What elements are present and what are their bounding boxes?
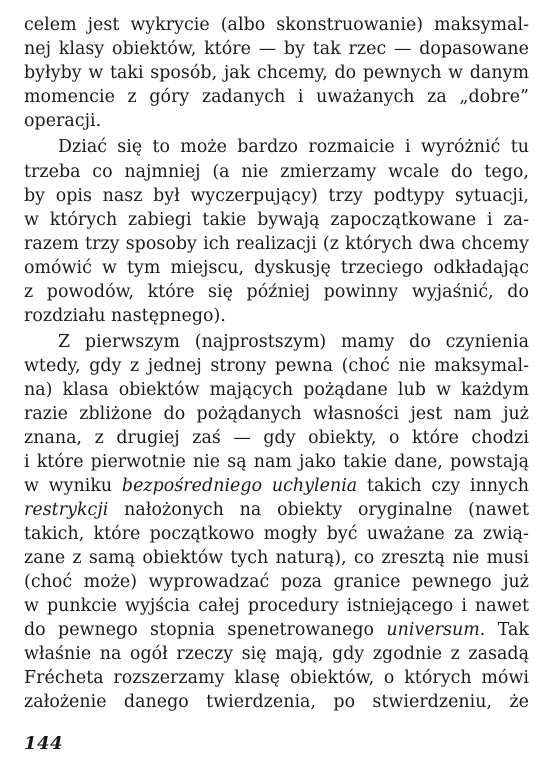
text-line: właśnie na ogół rzeczy się mają, gdy zgodnie z zasadą [24,644,529,664]
text-segment: w wyniku [24,476,122,496]
page-number: 144 [24,733,64,754]
italic-phrase: bezpośredniego uchylenia [121,476,358,496]
italic-phrase: universum [386,620,480,640]
text-line: zane z samą obiektów tych naturą), co zresztą nie musi [24,548,529,568]
text-line: w których zabiegi takie bywają zapoczątkowane i za- [24,210,529,230]
text-line: rozdziału następnego). [24,306,226,326]
text-line: omówić w tym miejscu, dyskusję trzeciego odkładając [24,258,529,278]
text-segment: nałożonych na obiekty oryginalne (nawet [108,500,529,520]
text-line: z powodów, które się później powinny wyjaśnić, do [24,282,529,302]
text-line: znana, z drugiej zaś — gdy obiekty, o które chodzi [24,428,529,448]
text-segment: do pewnego stopnia spenetrowanego [24,620,387,640]
text-line: założenie danego twierdzenia, po stwierdzeniu, że [24,692,529,712]
text-segment: . Tak [479,620,529,640]
text-line: by opis nasz był wyczerpujący) trzy podtypy sytuacji, [24,186,529,206]
text-line: razem trzy sposoby ich realizacji (z których dwa chcemy [24,234,529,254]
italic-phrase: restrykcji [24,500,109,520]
text-segment: takich czy innych [357,476,529,496]
text-line [24,619,529,641]
text-line: byłyby w taki sposób, jak chcemy, do pewnych w danym [24,63,529,83]
text-line: w punkcie wyjścia całej procedury istniejącego i nawet [24,596,529,616]
text-line: nej klasy obiektów, które — by tak rzec — dopasowane [24,39,529,59]
text-line: operacji. [24,111,102,131]
text-line: i które pierwotnie nie są nam jako takie dane, powstają [24,452,529,472]
text-line [24,499,529,521]
text-line: razie zbliżone do pożądanych własności jest nam już [24,404,529,424]
text-line: na) klasa obiektów mających pożądane lub w każdym [24,380,529,400]
text-line [24,475,529,497]
text-line: trzeba co najmniej (a nie zmierzamy wcale do tego, [24,162,529,182]
text-line: (choć może) wyprowadzać poza granice pewnego już [24,572,529,592]
text-line: Frécheta rozszerzamy klasę obiektów, o których mówi [24,668,529,688]
text-line: celem jest wykrycie (albo skonstruowanie) maksymal- [24,15,529,35]
text-line: Z pierwszym (najprostszym) mamy do czynienia [58,332,529,352]
text-line: momencie z góry zadanych i uważanych za „dobre” [24,87,529,107]
text-line: takich, które początkowo mogły być uważane za zwią- [24,524,529,544]
text-line: wtedy, gdy z jednej strony pewna (choć nie maksymal- [24,356,529,376]
text-line: Dziać się to może bardzo rozmaicie i wyróżnić tu [58,137,529,157]
